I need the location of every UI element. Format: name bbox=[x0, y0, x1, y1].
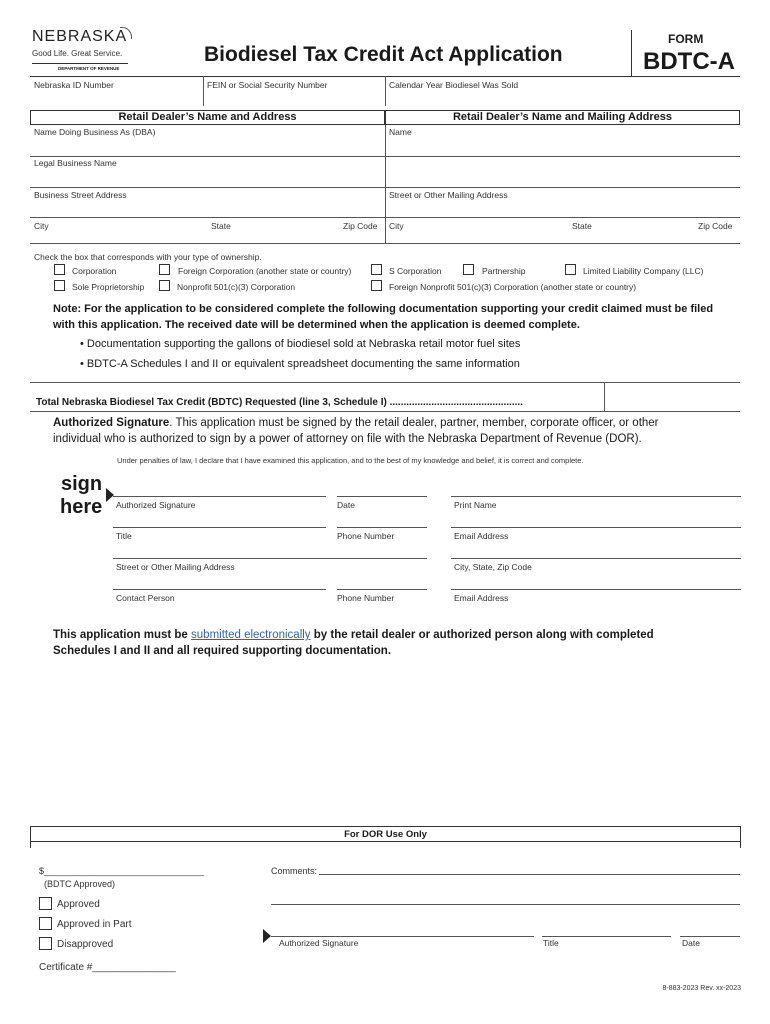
submit-line-1 bbox=[53, 629, 654, 641]
form-label: FORM bbox=[668, 32, 704, 46]
dba-field[interactable]: Name Doing Business As (DBA) bbox=[34, 127, 156, 137]
fein-field[interactable]: FEIN or Social Security Number bbox=[207, 80, 328, 90]
checkbox-approved[interactable] bbox=[39, 897, 52, 910]
print-name-field[interactable]: Print Name bbox=[454, 500, 497, 510]
signature-date-field[interactable]: Date bbox=[337, 500, 355, 510]
checkbox-foreign-nonprofit[interactable] bbox=[371, 280, 382, 291]
mailing-name-field[interactable]: Name bbox=[389, 127, 412, 137]
checkbox-label-llc: Limited Liability Company (LLC) bbox=[583, 266, 704, 276]
state-field[interactable]: State bbox=[211, 221, 231, 231]
page-title: Biodiesel Tax Credit Act Application bbox=[204, 43, 563, 66]
signer-city-state-zip-field[interactable]: City, State, Zip Code bbox=[454, 562, 532, 572]
penalty-statement: Under penalties of law, I declare that I have examined this application, and to the best of my knowledge and belief, it is correct and complete. bbox=[117, 456, 584, 465]
checkbox-label-nonprofit: Nonprofit 501(c)(3) Corporation bbox=[177, 282, 296, 292]
checkbox-label-approved: Approved bbox=[57, 899, 100, 910]
logo-dept: DEPARTMENT OF REVENUE bbox=[58, 66, 120, 71]
contact-phone-field[interactable]: Phone Number bbox=[337, 593, 395, 603]
calendar-year-field[interactable]: Calendar Year Biodiesel Was Sold bbox=[389, 80, 519, 90]
dor-box-sides bbox=[30, 842, 741, 848]
dor-date-field[interactable]: Date bbox=[682, 938, 700, 948]
dor-sign-arrow-icon bbox=[263, 929, 271, 943]
checkbox-label-sole-proprietorship: Sole Proprietorship bbox=[72, 282, 145, 292]
auth-text-1: . This application must be signed by the retail dealer, partner, member, corporate officer, or other bbox=[169, 417, 659, 429]
signer-street-field[interactable]: Street or Other Mailing Address bbox=[116, 562, 235, 572]
auth-paragraph bbox=[53, 417, 659, 429]
dor-title-field[interactable]: Title bbox=[543, 938, 559, 948]
checkbox-partnership[interactable] bbox=[463, 264, 474, 275]
authorized-signature-field[interactable]: Authorized Signature bbox=[116, 500, 196, 510]
checkbox-s-corporation[interactable] bbox=[371, 264, 382, 275]
zip-field[interactable]: Zip Code bbox=[343, 221, 378, 231]
mailing-city-field[interactable]: City bbox=[389, 221, 404, 231]
checkbox-label-corporation: Corporation bbox=[72, 266, 117, 276]
logo-name: NEBRASKA bbox=[32, 28, 128, 45]
checkbox-label-foreign-nonprofit: Foreign Nonprofit 501(c)(3) Corporation (another state or country) bbox=[389, 282, 637, 292]
mailing-zip-field[interactable]: Zip Code bbox=[698, 221, 733, 231]
contact-person-field[interactable]: Contact Person bbox=[116, 593, 175, 603]
contact-email-field[interactable]: Email Address bbox=[454, 593, 509, 603]
ownership-prompt: Check the box that corresponds with your type of ownership. bbox=[34, 252, 262, 262]
mailing-state-field[interactable]: State bbox=[572, 221, 592, 231]
email-field[interactable]: Email Address bbox=[454, 531, 509, 541]
dor-authorized-signature-field[interactable]: Authorized Signature bbox=[279, 938, 359, 948]
logo-tagline: Good Life. Great Service. bbox=[32, 49, 123, 58]
note-bullet-1: • Documentation supporting the gallons of biodiesel sold at Nebraska retail motor fuel sites bbox=[80, 338, 521, 350]
checkbox-foreign-corporation[interactable] bbox=[159, 264, 170, 275]
dor-heading: For DOR Use Only bbox=[344, 829, 427, 840]
bdtc-approved-amount-field[interactable]: $________________________________ bbox=[39, 866, 205, 876]
checkbox-corporation[interactable] bbox=[54, 264, 65, 275]
submit-post: by the retail dealer or authorized person along with completed bbox=[310, 629, 654, 641]
revision-footer: 8-883-2023 Rev. xx-2023 bbox=[662, 985, 741, 992]
checkbox-sole-proprietorship[interactable] bbox=[54, 280, 65, 291]
dealer-mailing-heading: Retail Dealer’s Name and Mailing Address bbox=[452, 111, 673, 123]
checkbox-llc[interactable] bbox=[565, 264, 576, 275]
note-line-1: Note: For the application to be considered complete the following documentation supporting your credit claimed must be filed bbox=[53, 303, 714, 315]
city-field[interactable]: City bbox=[34, 221, 49, 231]
total-bdtc-input[interactable] bbox=[605, 383, 740, 410]
dealer-address-heading: Retail Dealer’s Name and Address bbox=[118, 111, 297, 123]
checkbox-nonprofit[interactable] bbox=[159, 280, 170, 291]
checkbox-label-disapproved: Disapproved bbox=[57, 939, 114, 950]
checkbox-label-approved-in-part: Approved in Part bbox=[57, 919, 132, 930]
checkbox-approved-in-part[interactable] bbox=[39, 917, 52, 930]
submit-electronically-link[interactable]: submitted electronically bbox=[191, 629, 311, 641]
phone-field[interactable]: Phone Number bbox=[337, 531, 395, 541]
nebraska-id-field[interactable]: Nebraska ID Number bbox=[34, 80, 114, 90]
checkbox-label-s-corporation: S Corporation bbox=[389, 266, 442, 276]
note-bullet-2: • BDTC-A Schedules I and II or equivalent spreadsheet documenting the same information bbox=[80, 358, 520, 370]
logo bbox=[32, 28, 132, 71]
comments-label: Comments: bbox=[271, 866, 318, 876]
title-field[interactable]: Title bbox=[116, 531, 132, 541]
legal-business-name-field[interactable]: Legal Business Name bbox=[34, 158, 117, 168]
submit-pre: This application must be bbox=[53, 629, 192, 641]
checkbox-disapproved[interactable] bbox=[39, 937, 52, 950]
checkbox-label-partnership: Partnership bbox=[482, 266, 526, 276]
checkbox-label-foreign-corporation: Foreign Corporation (another state or country) bbox=[178, 266, 352, 276]
form-code: BDTC-A bbox=[643, 48, 735, 75]
mailing-street-field[interactable]: Street or Other Mailing Address bbox=[389, 190, 508, 200]
certificate-number-field[interactable]: Certificate #_______________ bbox=[39, 962, 176, 973]
bdtc-approved-label: (BDTC Approved) bbox=[44, 879, 116, 889]
note-line-2: with this application. The received date will be determined when the application is deemed complete. bbox=[53, 319, 580, 331]
sign-here-label-1: sign bbox=[61, 473, 103, 495]
sign-here-arrow-icon bbox=[106, 488, 114, 502]
auth-text-2: individual who is authorized to sign by a power of attorney on file with the Nebraska Department of Revenue (DOR). bbox=[53, 433, 642, 445]
sign-here-label-2: here bbox=[60, 496, 103, 518]
submit-line-2: Schedules I and II and all required supporting documentation. bbox=[53, 645, 392, 657]
auth-heading: Authorized Signature bbox=[53, 417, 170, 429]
total-bdtc-label: Total Nebraska Biodiesel Tax Credit (BDTC) Requested (line 3, Schedule I) ................................................ bbox=[36, 397, 523, 408]
business-street-field[interactable]: Business Street Address bbox=[34, 190, 127, 200]
